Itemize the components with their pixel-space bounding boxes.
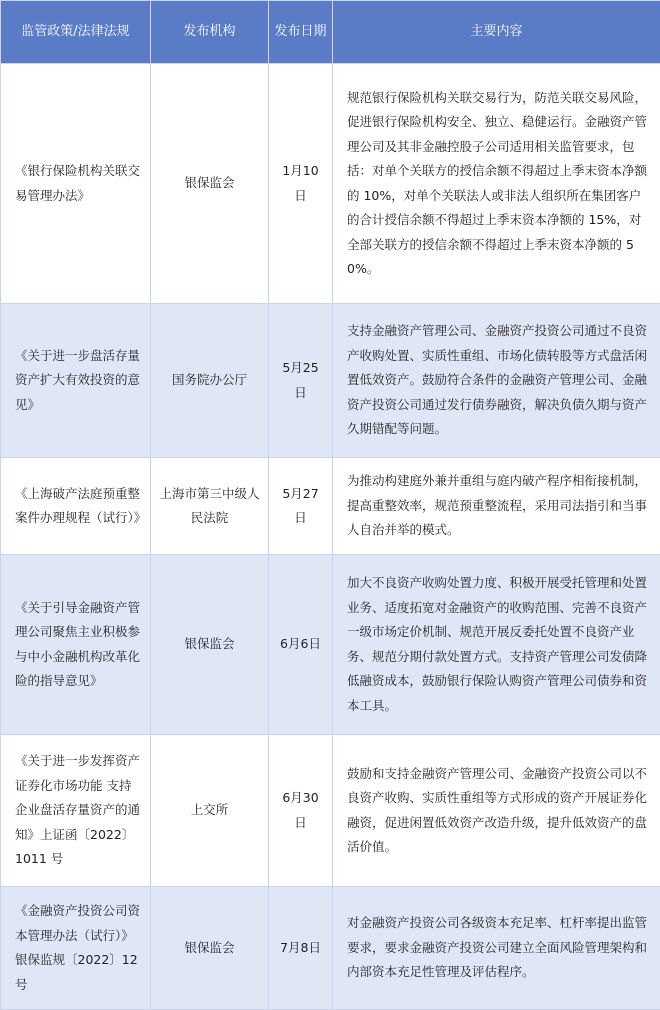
issue-date: 1月10日 [269, 64, 333, 304]
table-header [1, 1, 660, 64]
main-content: 加大不良资产收购处置力度、积极开展受托管理和处置业务、适度拓宽对金融资产的收购范围、完善不良资产一级市场定价机制、规范开展反委托处置不良资产业务、规范分期付款处置方式。支持资产管理公司发债降低融资成本，鼓励银行保险认购资产管理公司债券和资本工具。 [333, 555, 660, 735]
main-content: 为推动构建庭外兼并重组与庭内破产程序相衔接机制，提高重整效率，规范预重整流程，采用司法指引和当事人自治并举的模式。 [333, 458, 660, 555]
policy-name: 《关于进一步发挥资产证券化市场功能 支持企业盘活存量资产的通知》上证函〔2022〕1011 号 [1, 735, 151, 887]
policy-name: 《关于引导金融资产管理公司聚焦主业积极参与中小金融机构改革化险的指导意见》 [1, 555, 151, 735]
issuer: 银保监会 [151, 555, 269, 735]
policy-name: 《关于进一步盘活存量资产扩大有效投资的意见》 [1, 304, 151, 458]
header-content: 主要内容 [333, 1, 660, 64]
issue-date: 6月6日 [269, 555, 333, 735]
issue-date: 5月25日 [269, 304, 333, 458]
issuer: 国务院办公厅 [151, 304, 269, 458]
main-content: 规范银行保险机构关联交易行为，防范关联交易风险，促进银行保险机构安全、独立、稳健运行。金融资产管理公司及其非金融控股子公司适用相关监管要求，包括：对单个关联方的授信余额不得超过上季末资本净额的 10%，对单个关联法人或非法人组织所在集团客户的合计授信余额不得超过上季末资本净额的 15%，对全部关联方的授信余额不得超过上季末资本净额的 50%。 [333, 64, 660, 304]
header-policy: 监管政策/法律法规 [1, 1, 151, 64]
header-issuer: 发布机构 [151, 1, 269, 64]
policy-name: 《银行保险机构关联交易管理办法》 [1, 64, 151, 304]
table-row [1, 304, 660, 458]
table-row [1, 555, 660, 735]
issue-date: 6月30日 [269, 735, 333, 887]
issue-date: 7月8日 [269, 887, 333, 1010]
issuer: 上海市第三中级人民法院 [151, 458, 269, 555]
table-row [1, 735, 660, 887]
main-content: 支持金融资产管理公司、金融资产投资公司通过不良资产收购处置、实质性重组、市场化债转股等方式盘活闲置低效资产。鼓励符合条件的金融资产管理公司、金融资产投资公司通过发行债券融资，解决负债久期与资产久期错配等问题。 [333, 304, 660, 458]
policy-name: 《上海破产法庭预重整案件办理规程（试行）》 [1, 458, 151, 555]
header-date: 发布日期 [269, 1, 333, 64]
policy-name: 《金融资产投资公司资本管理办法（试行）》银保监规〔2022〕12 号 [1, 887, 151, 1010]
table-row [1, 887, 660, 1010]
main-content: 对金融资产投资公司各级资本充足率、杠杆率提出监管要求，要求金融资产投资公司建立全面风险管理架构和内部资本充足性管理及评估程序。 [333, 887, 660, 1010]
issuer: 上交所 [151, 735, 269, 887]
issuer: 银保监会 [151, 64, 269, 304]
main-content: 鼓励和支持金融资产管理公司、金融资产投资公司以不良资产收购、实质性重组等方式形成的资产开展证券化融资，促进闲置低效资产改造升级，提升低效资产的盘活价值。 [333, 735, 660, 887]
issuer: 银保监会 [151, 887, 269, 1010]
issue-date: 5月27日 [269, 458, 333, 555]
table-row [1, 458, 660, 555]
table-row [1, 64, 660, 304]
